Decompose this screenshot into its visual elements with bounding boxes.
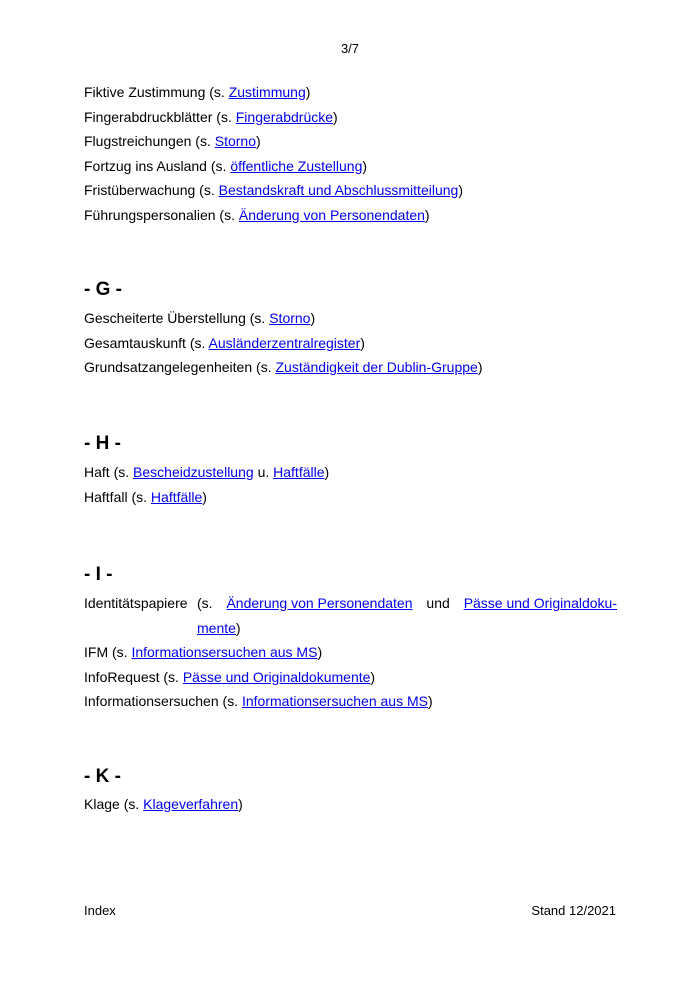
entry-term: Haftfall: [84, 488, 128, 505]
section-heading-g: - G -: [84, 279, 122, 300]
index-entry: Informationsersuchen (s. Informationsersuchen aus MS): [84, 693, 433, 709]
cross-reference-link[interactable]: Informationsersuchen aus MS: [241, 693, 428, 709]
index-entry: Gesamtauskunft (s. Ausländerzentralregister): [84, 334, 365, 351]
cross-reference-link[interactable]: Haftfälle: [150, 488, 203, 505]
index-entry: Fortzug ins Ausland (s. öffentliche Zustellung): [84, 157, 368, 174]
cross-reference-link[interactable]: Zuständigkeit der Dublin-Gruppe: [275, 359, 478, 375]
index-entry: Grundsatzangelegenheiten (s. Zuständigkeit der Dublin-Gruppe): [84, 359, 483, 375]
entry-term: Fortzug ins Ausland: [84, 157, 207, 174]
entry-term: Fingerabdruckblätter: [84, 108, 213, 125]
cross-reference-link[interactable]: Änderung von Personendaten: [238, 206, 425, 223]
index-entry: Fristüberwachung (s. Bestandskraft und Abschlussmitteilung): [84, 182, 463, 198]
entry-term: Fristüberwachung: [84, 182, 196, 198]
entry-term: IFM: [84, 644, 109, 660]
cross-reference-link[interactable]: Bestandskraft und Abschlussmitteilung: [218, 182, 459, 198]
cross-reference-link[interactable]: Klageverfahren: [143, 796, 239, 812]
cross-reference-link[interactable]: Ausländerzentralregister: [208, 334, 361, 351]
index-entry: Führungspersonalien (s. Änderung von Personendaten): [84, 206, 430, 223]
cross-reference-link[interactable]: Haftfälle: [273, 464, 325, 480]
cross-reference-link[interactable]: öffentliche Zustellung: [230, 157, 363, 174]
section-g: [84, 306, 624, 380]
index-entry: Fiktive Zustimmung (s. Zustimmung): [84, 84, 311, 100]
cross-reference-link[interactable]: Storno: [269, 310, 311, 326]
entry-term: Gesamtauskunft: [84, 334, 186, 351]
cross-reference-link[interactable]: Storno: [214, 133, 256, 149]
index-entry: IFM (s. Informationsersuchen aus MS): [84, 644, 323, 660]
entry-term: Identitätspapiere: [84, 595, 188, 611]
cross-reference-link[interactable]: Fingerabdrücke: [235, 108, 334, 125]
entry-term: InfoRequest: [84, 668, 160, 685]
section-i: [84, 591, 624, 714]
cross-reference-link[interactable]: Pässe und Originaldokumente: [182, 668, 371, 685]
section-h: [84, 460, 624, 509]
entry-term: Flugstreichungen: [84, 133, 192, 149]
section-heading-i: - I -: [84, 564, 113, 585]
entry-term: Fiktive Zustimmung: [84, 84, 206, 100]
entry-term: Informationsersuchen: [84, 693, 219, 709]
index-entry: Flugstreichungen (s. Storno): [84, 133, 261, 149]
entry-term: Gescheiterte Überstellung: [84, 310, 246, 326]
section-k: [84, 792, 624, 817]
section-heading-k: - K -: [84, 766, 121, 787]
cross-reference-link[interactable]: Änderung von Personendaten: [226, 595, 413, 611]
footer-version-date: Stand 12/2021: [531, 903, 616, 918]
index-entry: Haft (s. Bescheidzustellung u. Haftfälle): [84, 464, 330, 480]
cross-reference-link[interactable]: mente: [197, 619, 236, 636]
index-entry: [84, 591, 624, 640]
index-entry: InfoRequest (s. Pässe und Originaldokumente): [84, 668, 376, 685]
cross-reference-link[interactable]: Bescheidzustellung: [133, 464, 254, 480]
entry-term: Führungspersonalien: [84, 206, 216, 223]
index-entry: Haftfall (s. Haftfälle): [84, 488, 207, 505]
index-entry: Klage (s. Klageverfahren): [84, 796, 243, 812]
section-heading-h: - H -: [84, 433, 121, 454]
cross-reference-link[interactable]: Zustimmung: [228, 84, 306, 100]
entry-term: Klage: [84, 796, 120, 812]
index-entry: Gescheiterte Überstellung (s. Storno): [84, 310, 316, 326]
cross-reference-link[interactable]: Pässe und Originaldoku-: [463, 595, 617, 611]
page-number: 3/7: [340, 41, 360, 56]
cross-reference-link[interactable]: Informationsersuchen aus MS: [131, 644, 318, 660]
entry-references: (s. Änderung von Personendaten und Pässe und Originaldoku- mente): [197, 591, 617, 640]
entry-term: Haft: [84, 464, 110, 480]
section-f: [84, 80, 624, 227]
index-entry: Fingerabdruckblätter (s. Fingerabdrücke): [84, 108, 338, 125]
footer-index-label: Index: [84, 903, 116, 918]
entry-term: Grundsatzangelegenheiten: [84, 359, 253, 375]
